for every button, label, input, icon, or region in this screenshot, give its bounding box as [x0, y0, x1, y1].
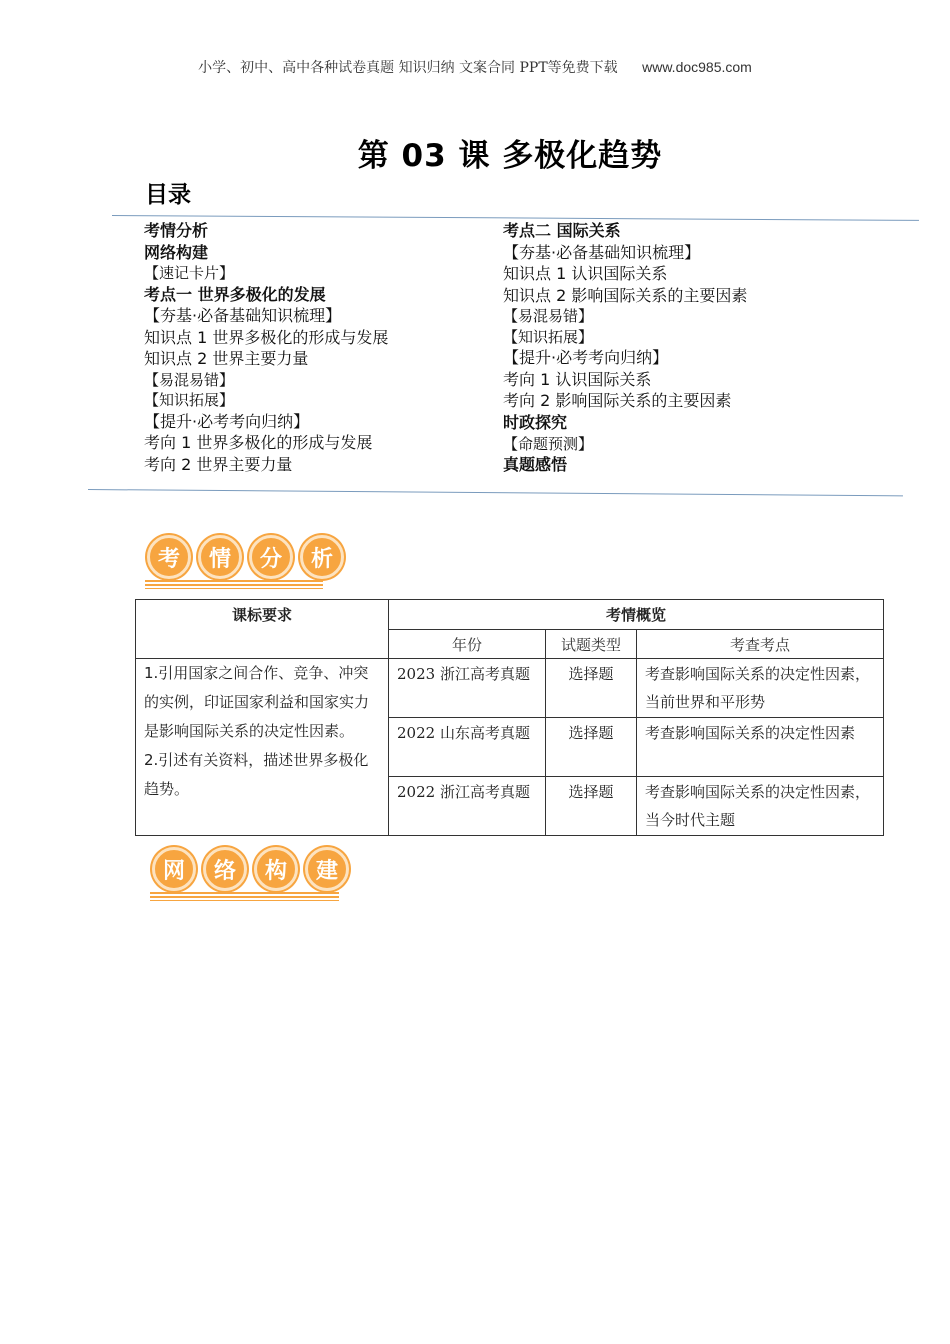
table-header-row [136, 600, 884, 630]
row-type: 选择题 [546, 777, 637, 836]
toc-right-column [503, 220, 747, 476]
toc-item[interactable]: 考点一 世界多极化的发展 [144, 284, 326, 304]
subhead-point: 考查考点 [637, 630, 884, 659]
requirements-table [135, 599, 884, 836]
toc-item[interactable]: 【易混易错】 [503, 307, 594, 326]
badge-char: 络 [203, 847, 247, 891]
toc-item[interactable]: 知识点 2 影响国际关系的主要因素 [503, 285, 748, 305]
toc-item[interactable]: 考情分析 [144, 221, 209, 240]
badge-char: 情 [198, 535, 242, 579]
table-head-standards: 课标要求 [136, 600, 389, 659]
row-point: 考查影响国际关系的决定性因素，当今时代主题 [637, 777, 884, 836]
badge-char: 分 [249, 535, 293, 579]
toc-item[interactable]: 知识点 1 认识国际关系 [503, 264, 668, 284]
row-type: 选择题 [546, 659, 637, 718]
row-type: 选择题 [546, 718, 637, 777]
toc-item[interactable]: 时政探究 [503, 412, 568, 432]
row-year: 2022 山东高考真题 [389, 718, 546, 777]
page-header [0, 57, 950, 77]
toc-item[interactable]: 【易混易错】 [144, 370, 235, 389]
document-title: 第 03 课 多极化趋势 [357, 138, 663, 174]
requirement-1: 1.引用国家之间合作、竞争、冲突的实例，印证国家利益和国家实力是影响国际关系的决定性因素。 [144, 664, 370, 740]
row-year: 2023 浙江高考真题 [389, 659, 546, 718]
toc-item[interactable]: 【夯基·必备基础知识梳理】 [503, 242, 701, 262]
badge-char: 建 [305, 847, 349, 891]
row-year: 2022 浙江高考真题 [389, 777, 546, 836]
toc-heading: 目录 [145, 182, 191, 208]
section-badge-network [152, 847, 356, 891]
toc-item[interactable]: 知识点 1 世界多极化的形成与发展 [144, 327, 389, 347]
table-row [136, 659, 884, 718]
header-text: 小学、初中、高中各种试卷真题 知识归纳 文案合同 PPT等免费下载 [198, 60, 618, 76]
badge-underline [150, 892, 339, 901]
toc-left-column [144, 220, 388, 476]
header-site[interactable]: www.doc985.com [642, 59, 752, 75]
table-head-overview: 考情概览 [389, 600, 884, 630]
badge-char: 析 [300, 535, 344, 579]
toc-item[interactable]: 知识点 2 世界主要力量 [144, 349, 309, 369]
toc-bottom-rule [88, 489, 903, 496]
row-point: 考查影响国际关系的决定性因素，当前世界和平形势 [637, 659, 884, 718]
toc-item[interactable]: 考向 1 世界多极化的形成与发展 [144, 433, 373, 453]
toc-item[interactable]: 考向 2 世界主要力量 [144, 454, 293, 474]
toc-item[interactable]: 考向 2 影响国际关系的主要因素 [503, 391, 732, 411]
toc-item[interactable]: 【知识拓展】 [144, 391, 235, 410]
toc-item[interactable]: 考向 1 认识国际关系 [503, 369, 652, 389]
subhead-year: 年份 [389, 630, 546, 659]
toc-item[interactable]: 【夯基·必备基础知识梳理】 [144, 306, 342, 326]
badge-char: 考 [147, 535, 191, 579]
toc-item[interactable]: 【速记卡片】 [144, 264, 235, 283]
badge-char: 构 [254, 847, 298, 891]
toc-item[interactable]: 【命题预测】 [503, 434, 594, 453]
toc-item[interactable]: 【提升·必考考向归纳】 [144, 411, 310, 431]
toc-item[interactable]: 【提升·必考考向归纳】 [503, 348, 669, 368]
row-point: 考查影响国际关系的决定性因素 [637, 718, 884, 777]
requirement-2: 2.引述有关资料，描述世界多极化趋势。 [144, 751, 369, 798]
section-badge-analysis [147, 535, 351, 579]
toc-item[interactable]: 网络构建 [144, 242, 209, 262]
subhead-type: 试题类型 [546, 630, 637, 659]
badge-char: 网 [152, 847, 196, 891]
badge-underline [145, 580, 323, 589]
toc-item[interactable]: 考点二 国际关系 [503, 221, 621, 240]
toc-item[interactable]: 【知识拓展】 [503, 327, 594, 346]
toc-item[interactable]: 真题感悟 [503, 454, 568, 474]
requirements-cell [136, 659, 389, 836]
